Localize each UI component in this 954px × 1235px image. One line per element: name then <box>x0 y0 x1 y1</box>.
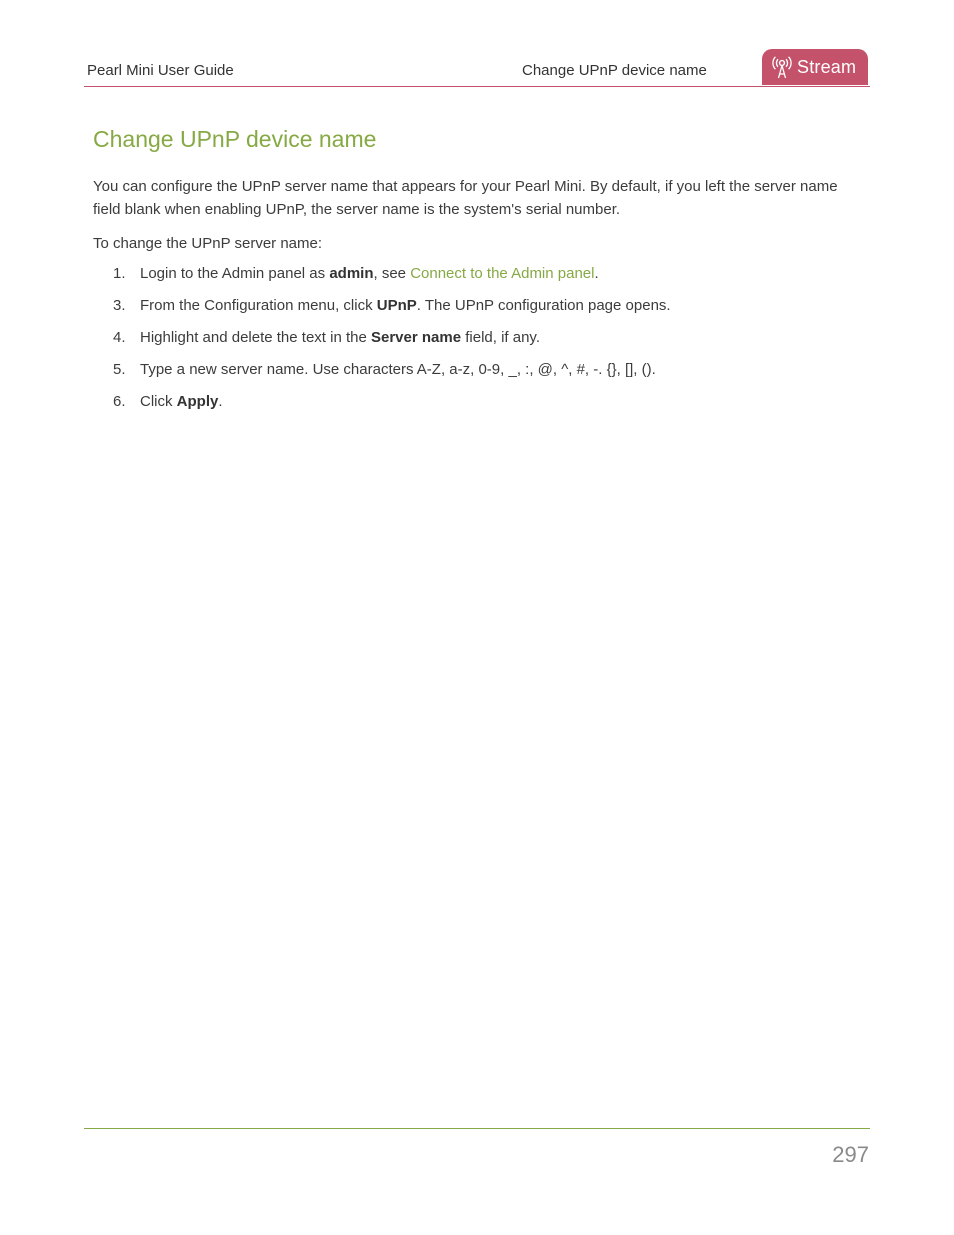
step-bold-term: UPnP <box>376 297 417 314</box>
header-divider <box>84 86 870 87</box>
step-text-part: , see <box>373 265 411 282</box>
step-text-part: Click <box>140 393 177 410</box>
intro-paragraph: You can configure the UPnP server name that appears for your Pearl Mini. By default, if you left the server name field blank when enabling UPnP, the server name is the system's serial number. <box>93 178 838 218</box>
footer-divider <box>84 1128 870 1129</box>
step-text <box>140 327 540 349</box>
step-bold-term: Server name <box>371 329 462 346</box>
stream-tab <box>762 49 868 85</box>
step-number: 1. <box>113 265 126 282</box>
step-text <box>140 263 599 285</box>
step-text-part: From the Configuration menu, click <box>140 297 377 314</box>
page-title: Change UPnP device name <box>93 126 377 152</box>
step-bold-term: admin <box>329 265 374 282</box>
step-text-part: . The UPnP configuration page opens. <box>416 297 671 314</box>
step-text-part: Login to the Admin panel as <box>140 265 330 282</box>
step-number: 4. <box>113 329 126 346</box>
step-text <box>140 391 223 413</box>
step-number: 6. <box>113 393 126 410</box>
step-number: 3. <box>113 297 126 314</box>
step-text-part: Highlight and delete the text in the <box>140 329 371 346</box>
step-text-part: field, if any. <box>461 329 540 346</box>
step-text <box>140 295 671 317</box>
step-text-part: . <box>218 393 223 410</box>
lead-in-paragraph: To change the UPnP server name: <box>93 235 323 252</box>
stream-tab-label: Stream <box>797 56 857 77</box>
page-number: 297 <box>832 1142 869 1167</box>
step-text-part: . <box>594 265 599 282</box>
step-text: Type a new server name. Use characters A-Z, a-z, 0-9, _, :, @, ^, #, -. {}, [], (). <box>140 361 656 378</box>
header-section-title: Change UPnP device name <box>522 62 707 79</box>
guide-title: Pearl Mini User Guide <box>87 62 234 79</box>
step-number: 5. <box>113 361 126 378</box>
admin-panel-link[interactable]: Connect to the Admin panel <box>410 265 595 282</box>
step-bold-term: Apply <box>176 393 219 410</box>
broadcast-tower-icon <box>772 55 792 79</box>
